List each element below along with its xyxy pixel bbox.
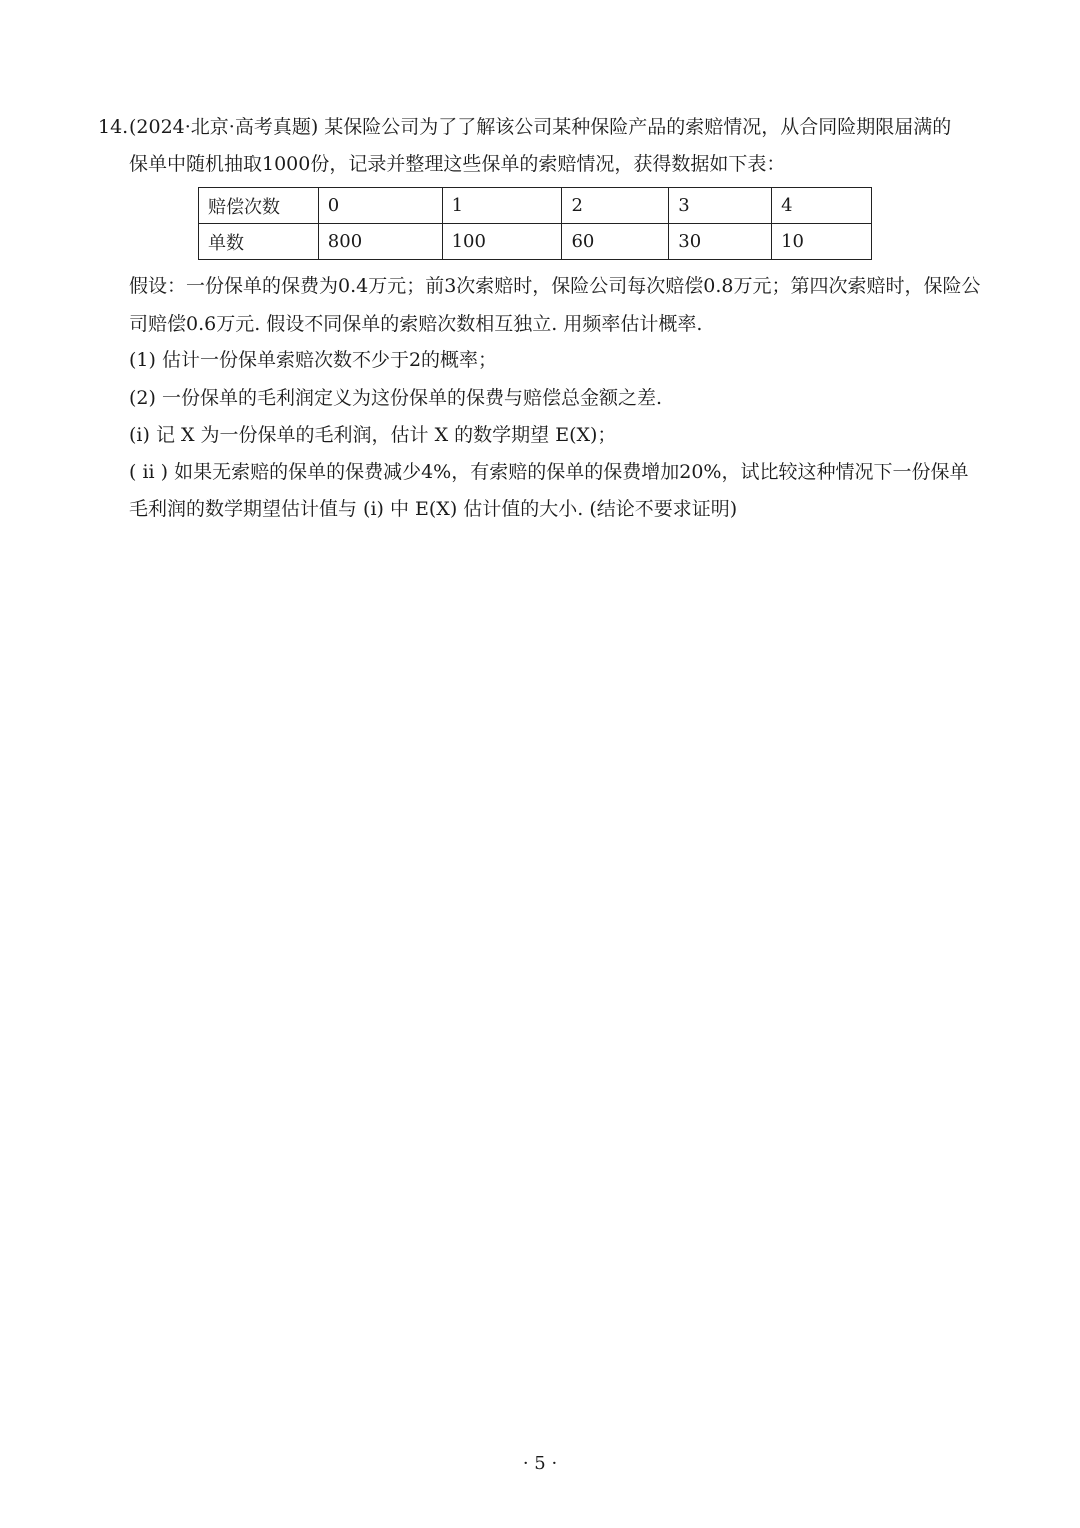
table-cell: 10 [772,224,872,260]
problem-number: 14. [98,116,129,138]
table-cell: 3 [669,188,772,224]
table-cell: 赔偿次数 [199,188,319,224]
question-2-ii-line-1: ( ii ) 如果无索赔的保单的保费减少4%，有索赔的保单的保费增加20%，试比较这种情况下一份保单 [129,461,969,483]
table-cell: 4 [772,188,872,224]
page-number: · 5 · [522,1453,558,1474]
assumption-line-1: 假设：一份保单的保费为0.4万元；前3次索赔时，保险公司每次赔偿0.8万元；第四次索赔时，保险公 [129,275,981,297]
table-cell: 1 [442,188,562,224]
table-cell: 2 [562,188,669,224]
table-row [199,224,872,260]
table-cell: 800 [318,224,442,260]
question-1: (1) 估计一份保单索赔次数不少于2的概率； [129,349,498,371]
assumption-line-2: 司赔偿0.6万元. 假设不同保单的索赔次数相互独立. 用频率估计概率. [129,313,703,335]
problem-statement-line-2: 保单中随机抽取1000份，记录并整理这些保单的索赔情况，获得数据如下表： [129,153,786,175]
question-2-i: (i) 记 X 为一份保单的毛利润，估计 X 的数学期望 E(X)； [129,424,617,446]
table-cell: 30 [669,224,772,260]
table-cell: 单数 [199,224,319,260]
table-cell: 60 [562,224,669,260]
table-cell: 100 [442,224,562,260]
claims-table [198,187,872,260]
problem-statement-line-1: (2024·北京·高考真题) 某保险公司为了了解该公司某种保险产品的索赔情况，从合同险期限届满的 [129,116,952,138]
table-header-row [199,188,872,224]
question-2-ii-line-2: 毛利润的数学期望估计值与 (i) 中 E(X) 估计值的大小. (结论不要求证明) [129,498,738,520]
table-cell: 0 [318,188,442,224]
question-2: (2) 一份保单的毛利润定义为这份保单的保费与赔偿总金额之差. [129,387,662,409]
